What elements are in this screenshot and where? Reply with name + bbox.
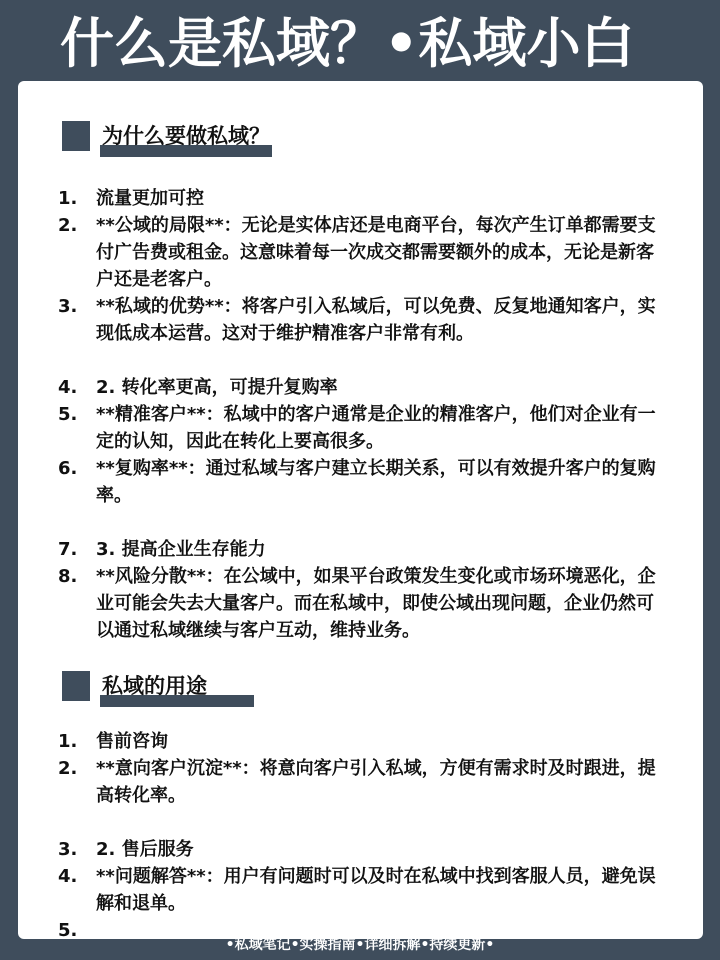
footer-tagline: •私域笔记•实操指南•详细拆解•持续更新•	[225, 937, 495, 953]
list-item	[18, 563, 703, 644]
item-text: 流量更加可控	[96, 188, 204, 209]
list-item	[18, 212, 703, 293]
item-text: **私域的优势**：将客户引入私域后，可以免费、反复地通知客户，实现低成本运营。这对于维护精准客户非常有利。	[96, 296, 656, 344]
item-number: 2.	[58, 215, 78, 236]
item-number: 8.	[58, 566, 78, 587]
reasons-list	[18, 185, 703, 644]
heading-marker	[62, 671, 90, 701]
content-card	[18, 81, 703, 939]
list-item	[18, 728, 703, 755]
item-number: 5.	[58, 404, 78, 425]
list-item	[18, 755, 703, 809]
list-item	[18, 185, 703, 212]
item-text: 2. 售后服务	[96, 839, 194, 860]
item-text: 2. 转化率更高，可提升复购率	[96, 377, 338, 398]
item-number: 6.	[58, 458, 78, 479]
list-item	[18, 863, 703, 917]
item-text: **复购率**：通过私域与客户建立长期关系，可以有效提升客户的复购率。	[96, 458, 656, 506]
page-title: 什么是私域？•私域小白	[60, 12, 635, 75]
heading-marker	[62, 121, 90, 151]
item-text: **精准客户**：私域中的客户通常是企业的精准客户，他们对企业有一定的认知，因此在转化上要高很多。	[96, 404, 656, 452]
item-text: **问题解答**：用户有问题时可以及时在私域中找到客服人员，避免误解和退单。	[96, 866, 656, 914]
list-item	[18, 536, 703, 563]
item-text: 售前咨询	[96, 731, 168, 752]
uses-list	[18, 728, 703, 939]
item-number: 1.	[58, 731, 78, 752]
item-text: **意向客户沉淀**：将意向客户引入私域，方便有需求时及时跟进，提高转化率。	[96, 758, 656, 806]
item-text: 3. 提高企业生存能力	[96, 539, 266, 560]
list-item	[18, 293, 703, 347]
list-item	[18, 401, 703, 455]
item-text: **公域的局限**：无论是实体店还是电商平台，每次产生订单都需要支付广告费或租金。这意味着每一次成交都需要额外的成本，无论是新客户还是老客户。	[96, 215, 656, 290]
item-number: 4.	[58, 377, 78, 398]
list-item	[18, 374, 703, 401]
item-number: 7.	[58, 539, 78, 560]
item-number: 3.	[58, 296, 78, 317]
list-item	[18, 836, 703, 863]
item-number: 2.	[58, 758, 78, 779]
list-item	[18, 455, 703, 509]
item-number: 5.	[58, 920, 78, 939]
item-number: 1.	[58, 188, 78, 209]
item-number: 3.	[58, 839, 78, 860]
item-number: 4.	[58, 866, 78, 887]
item-text: **风险分散**：在公域中，如果平台政策发生变化或市场环境恶化，企业可能会失去大量客户。而在私域中，即使公域出现问题，企业仍然可以通过私域继续与客户互动，维持业务。	[96, 566, 656, 641]
section-title: 私域的用途	[102, 674, 207, 698]
section-title: 为什么要做私域？	[102, 124, 270, 148]
